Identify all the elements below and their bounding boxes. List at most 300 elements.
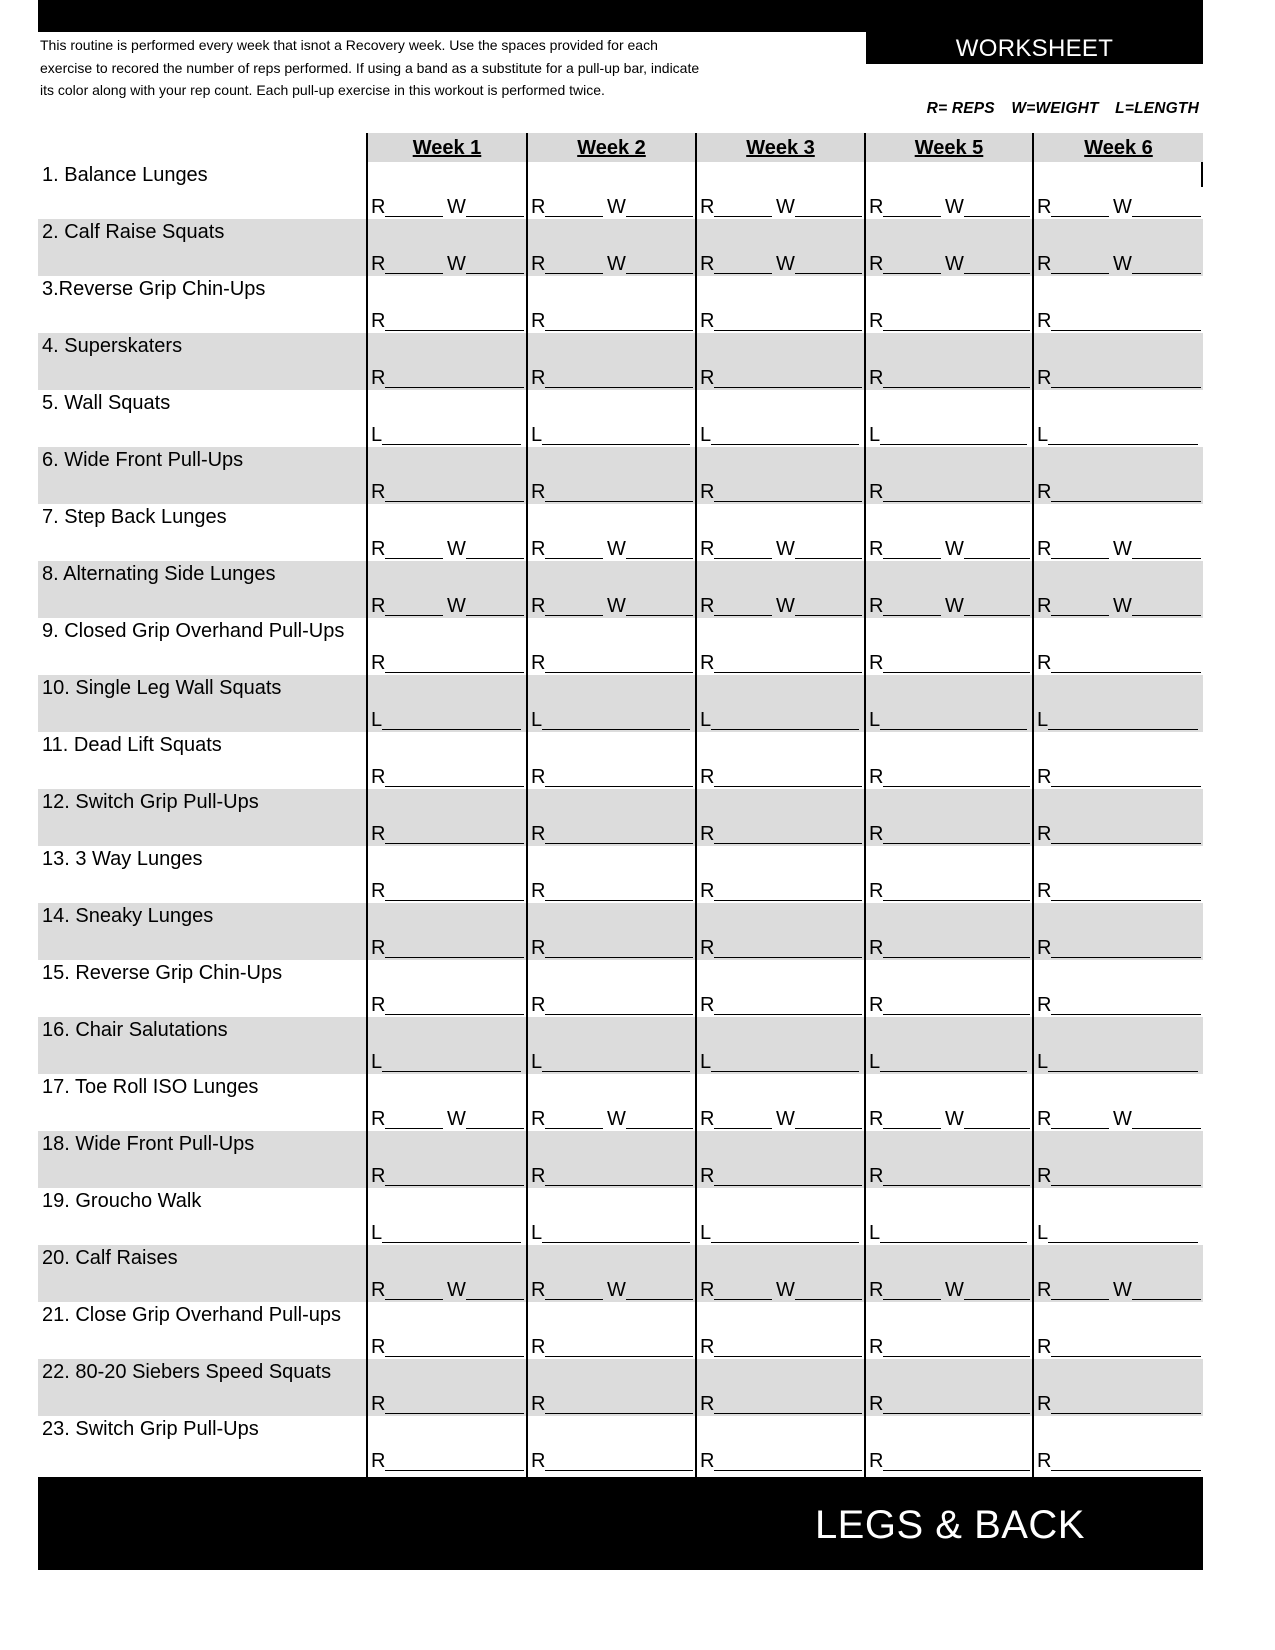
reps-blank[interactable] xyxy=(883,1470,1030,1471)
length-blank[interactable] xyxy=(542,444,690,445)
entry-cell[interactable] xyxy=(869,1131,1030,1188)
reps-blank[interactable] xyxy=(714,216,772,217)
reps-label: R xyxy=(869,1108,884,1130)
reps-blank[interactable] xyxy=(714,1185,862,1186)
entry-cell[interactable] xyxy=(869,1188,1030,1245)
entry-cell[interactable] xyxy=(531,447,693,504)
weight-blank[interactable] xyxy=(466,615,524,616)
reps-blank[interactable] xyxy=(385,1014,524,1015)
reps-blank[interactable] xyxy=(714,1014,862,1015)
length-label: L xyxy=(371,1222,383,1244)
entry-cell[interactable] xyxy=(1037,789,1201,846)
reps-label: R xyxy=(1037,766,1052,788)
length-blank[interactable] xyxy=(542,729,690,730)
weight-blank[interactable] xyxy=(1132,216,1201,217)
entry-cell[interactable] xyxy=(1037,1416,1201,1473)
entry-cell[interactable] xyxy=(869,504,1030,561)
entry-cell[interactable] xyxy=(700,1017,862,1074)
entry-cell[interactable] xyxy=(700,618,862,675)
reps-blank[interactable] xyxy=(545,900,693,901)
reps-blank[interactable] xyxy=(385,501,524,502)
entry-cell[interactable] xyxy=(700,903,862,960)
weight-blank[interactable] xyxy=(626,558,693,559)
reps-blank[interactable] xyxy=(883,1014,1030,1015)
reps-blank[interactable] xyxy=(883,1185,1030,1186)
entry-cell[interactable] xyxy=(700,1302,862,1359)
entry-cell[interactable] xyxy=(531,789,693,846)
reps-blank[interactable] xyxy=(883,273,941,274)
entry-cell[interactable] xyxy=(1037,504,1201,561)
reps-blank[interactable] xyxy=(714,1413,862,1414)
reps-blank[interactable] xyxy=(714,786,862,787)
entry-cell[interactable] xyxy=(531,960,693,1017)
reps-blank[interactable] xyxy=(385,273,443,274)
length-blank[interactable] xyxy=(1048,1071,1198,1072)
entry-cell[interactable] xyxy=(869,1017,1030,1074)
entry-cell[interactable] xyxy=(371,1359,524,1416)
reps-blank[interactable] xyxy=(714,1128,772,1129)
length-blank[interactable] xyxy=(382,1071,521,1072)
entry-cell[interactable] xyxy=(869,789,1030,846)
entry-cell[interactable] xyxy=(700,846,862,903)
length-label: L xyxy=(869,424,881,446)
reps-blank[interactable] xyxy=(883,615,941,616)
entry-cell[interactable] xyxy=(531,903,693,960)
reps-blank[interactable] xyxy=(714,387,862,388)
entry-cell[interactable] xyxy=(869,846,1030,903)
reps-blank[interactable] xyxy=(545,1299,603,1300)
entry-cell[interactable] xyxy=(700,276,862,333)
weight-blank[interactable] xyxy=(466,1299,524,1300)
reps-blank[interactable] xyxy=(714,330,862,331)
entry-cell[interactable] xyxy=(371,1245,524,1302)
reps-blank[interactable] xyxy=(883,558,941,559)
reps-label: R xyxy=(531,652,546,674)
entry-cell[interactable] xyxy=(869,447,1030,504)
reps-label: R xyxy=(1037,823,1052,845)
exercise-name: 16. Chair Salutations xyxy=(42,1019,228,1041)
exercise-name: 14. Sneaky Lunges xyxy=(42,905,214,927)
length-label: L xyxy=(869,1222,881,1244)
reps-blank[interactable] xyxy=(385,843,524,844)
weight-blank[interactable] xyxy=(626,1128,693,1129)
reps-blank[interactable] xyxy=(714,672,862,673)
entry-cell[interactable] xyxy=(700,561,862,618)
reps-blank[interactable] xyxy=(1051,273,1109,274)
entry-cell[interactable] xyxy=(700,1359,862,1416)
weight-blank[interactable] xyxy=(964,615,1030,616)
reps-blank[interactable] xyxy=(1051,1470,1201,1471)
reps-label: R xyxy=(1037,994,1052,1016)
reps-blank[interactable] xyxy=(1051,786,1201,787)
top-black-bar xyxy=(38,0,1203,32)
entry-cell[interactable] xyxy=(531,732,693,789)
reps-blank[interactable] xyxy=(385,672,524,673)
entry-cell[interactable] xyxy=(869,1074,1030,1131)
length-blank[interactable] xyxy=(711,1071,859,1072)
entry-cell[interactable] xyxy=(700,162,862,219)
entry-cell[interactable] xyxy=(371,732,524,789)
entry-cell[interactable] xyxy=(700,960,862,1017)
reps-blank[interactable] xyxy=(1051,1128,1109,1129)
reps-blank[interactable] xyxy=(385,387,524,388)
length-blank[interactable] xyxy=(711,444,859,445)
entry-cell[interactable] xyxy=(700,1245,862,1302)
reps-blank[interactable] xyxy=(385,1470,524,1471)
entry-cell[interactable] xyxy=(1037,618,1201,675)
length-blank[interactable] xyxy=(711,729,859,730)
reps-blank[interactable] xyxy=(883,1299,941,1300)
reps-blank[interactable] xyxy=(385,786,524,787)
exercise-name: 7. Step Back Lunges xyxy=(42,506,227,528)
reps-blank[interactable] xyxy=(385,558,443,559)
table-row xyxy=(38,1416,1203,1473)
entry-cell[interactable] xyxy=(1037,276,1201,333)
reps-blank[interactable] xyxy=(385,615,443,616)
reps-blank[interactable] xyxy=(385,216,443,217)
reps-blank[interactable] xyxy=(714,558,772,559)
reps-blank[interactable] xyxy=(1051,900,1201,901)
entry-cell[interactable] xyxy=(1037,675,1201,732)
entry-cell[interactable] xyxy=(371,618,524,675)
entry-cell[interactable] xyxy=(869,732,1030,789)
entry-cell[interactable] xyxy=(1037,1359,1201,1416)
entry-cell[interactable] xyxy=(869,618,1030,675)
entry-cell[interactable] xyxy=(371,162,524,219)
reps-blank[interactable] xyxy=(883,900,1030,901)
reps-blank[interactable] xyxy=(714,957,862,958)
weight-blank[interactable] xyxy=(626,615,693,616)
entry-cell[interactable] xyxy=(869,333,1030,390)
length-blank[interactable] xyxy=(880,444,1027,445)
entry-cell[interactable] xyxy=(869,1416,1030,1473)
entry-cell[interactable] xyxy=(1037,846,1201,903)
weight-blank[interactable] xyxy=(795,273,862,274)
entry-cell[interactable] xyxy=(531,1302,693,1359)
weight-blank[interactable] xyxy=(1132,615,1201,616)
entry-cell[interactable] xyxy=(700,789,862,846)
entry-cell[interactable] xyxy=(1037,1245,1201,1302)
weight-blank[interactable] xyxy=(466,558,524,559)
length-blank[interactable] xyxy=(382,1242,521,1243)
reps-blank[interactable] xyxy=(385,1128,443,1129)
entry-cell[interactable] xyxy=(531,333,693,390)
entry-cell[interactable] xyxy=(1037,447,1201,504)
entry-cell[interactable] xyxy=(700,675,862,732)
entry-cell[interactable] xyxy=(531,846,693,903)
reps-blank[interactable] xyxy=(545,387,693,388)
length-blank[interactable] xyxy=(1048,444,1198,445)
weight-blank[interactable] xyxy=(964,1128,1030,1129)
entry-cell[interactable] xyxy=(1037,390,1201,447)
weight-blank[interactable] xyxy=(795,216,862,217)
reps-blank[interactable] xyxy=(714,615,772,616)
entry-cell[interactable] xyxy=(371,504,524,561)
reps-blank[interactable] xyxy=(545,615,603,616)
reps-label: R xyxy=(700,994,715,1016)
reps-blank[interactable] xyxy=(883,330,1030,331)
entry-cell[interactable] xyxy=(1037,1188,1201,1245)
entry-cell[interactable] xyxy=(371,675,524,732)
entry-cell[interactable] xyxy=(1037,333,1201,390)
weight-blank[interactable] xyxy=(466,273,524,274)
reps-blank[interactable] xyxy=(883,1413,1030,1414)
reps-blank[interactable] xyxy=(545,786,693,787)
reps-blank[interactable] xyxy=(1051,615,1109,616)
entry-cell[interactable] xyxy=(531,1188,693,1245)
entry-cell[interactable] xyxy=(531,675,693,732)
length-blank[interactable] xyxy=(1048,729,1198,730)
reps-label: R xyxy=(700,937,715,959)
reps-label: R xyxy=(1037,1450,1052,1472)
reps-label: R xyxy=(371,310,386,332)
entry-cell[interactable] xyxy=(371,219,524,276)
reps-blank[interactable] xyxy=(1051,1299,1109,1300)
reps-blank[interactable] xyxy=(545,1185,693,1186)
entry-cell[interactable] xyxy=(531,276,693,333)
reps-blank[interactable] xyxy=(1051,957,1201,958)
entry-cell[interactable] xyxy=(371,561,524,618)
reps-blank[interactable] xyxy=(1051,672,1201,673)
reps-blank[interactable] xyxy=(1051,216,1109,217)
entry-cell[interactable] xyxy=(869,960,1030,1017)
entry-cell[interactable] xyxy=(869,561,1030,618)
entry-cell[interactable] xyxy=(531,162,693,219)
reps-blank[interactable] xyxy=(883,387,1030,388)
reps-blank[interactable] xyxy=(385,1299,443,1300)
entry-cell[interactable] xyxy=(869,276,1030,333)
entry-cell[interactable] xyxy=(531,390,693,447)
entry-cell[interactable] xyxy=(531,561,693,618)
entry-cell[interactable] xyxy=(1037,1302,1201,1359)
entry-cell[interactable] xyxy=(531,1074,693,1131)
reps-blank[interactable] xyxy=(883,843,1030,844)
legend-length: L=LENGTH xyxy=(1115,100,1199,117)
entry-cell[interactable] xyxy=(700,732,862,789)
reps-blank[interactable] xyxy=(714,1299,772,1300)
length-blank[interactable] xyxy=(1048,1242,1198,1243)
entry-cell[interactable] xyxy=(531,1017,693,1074)
reps-blank[interactable] xyxy=(883,216,941,217)
length-blank[interactable] xyxy=(880,729,1027,730)
reps-label: R xyxy=(531,367,546,389)
weight-blank[interactable] xyxy=(795,615,862,616)
reps-label: R xyxy=(531,481,546,503)
weight-blank[interactable] xyxy=(795,558,862,559)
reps-blank[interactable] xyxy=(1051,1014,1201,1015)
length-blank[interactable] xyxy=(542,1242,690,1243)
entry-cell[interactable] xyxy=(869,390,1030,447)
reps-blank[interactable] xyxy=(714,273,772,274)
entry-cell[interactable] xyxy=(371,1017,524,1074)
entry-cell[interactable] xyxy=(700,390,862,447)
table-row xyxy=(38,1131,1203,1188)
entry-cell[interactable] xyxy=(531,1131,693,1188)
entry-cell[interactable] xyxy=(700,504,862,561)
weight-label: W xyxy=(607,253,626,275)
legend-reps: R= REPS xyxy=(926,100,995,117)
entry-cell[interactable] xyxy=(869,1359,1030,1416)
reps-blank[interactable] xyxy=(545,1128,603,1129)
entry-cell[interactable] xyxy=(1037,732,1201,789)
reps-label: R xyxy=(869,538,884,560)
reps-blank[interactable] xyxy=(545,843,693,844)
exercise-name: 8. Alternating Side Lunges xyxy=(42,563,276,585)
entry-cell[interactable] xyxy=(371,447,524,504)
entry-cell[interactable] xyxy=(700,219,862,276)
entry-cell[interactable] xyxy=(371,333,524,390)
entry-cell[interactable] xyxy=(531,1245,693,1302)
reps-blank[interactable] xyxy=(883,501,1030,502)
reps-blank[interactable] xyxy=(545,1470,693,1471)
reps-blank[interactable] xyxy=(883,786,1030,787)
week-header-1: Week 1 xyxy=(412,137,482,159)
entry-cell[interactable] xyxy=(700,1074,862,1131)
weight-blank[interactable] xyxy=(795,1299,862,1300)
reps-blank[interactable] xyxy=(545,1014,693,1015)
weight-label: W xyxy=(776,538,795,560)
reps-blank[interactable] xyxy=(1051,843,1201,844)
weight-label: W xyxy=(945,538,964,560)
entry-cell[interactable] xyxy=(371,1302,524,1359)
length-blank[interactable] xyxy=(382,444,521,445)
weight-blank[interactable] xyxy=(626,273,693,274)
entry-cell[interactable] xyxy=(869,903,1030,960)
exercise-name: 11. Dead Lift Squats xyxy=(42,734,222,756)
entry-cell[interactable] xyxy=(531,1359,693,1416)
weight-blank[interactable] xyxy=(466,1128,524,1129)
entry-cell[interactable] xyxy=(371,1416,524,1473)
weight-blank[interactable] xyxy=(626,1299,693,1300)
entry-cell[interactable] xyxy=(1037,1017,1201,1074)
reps-blank[interactable] xyxy=(714,843,862,844)
weight-blank[interactable] xyxy=(1132,1128,1201,1129)
reps-blank[interactable] xyxy=(714,1356,862,1357)
entry-cell[interactable] xyxy=(869,1245,1030,1302)
entry-cell[interactable] xyxy=(371,1188,524,1245)
length-label: L xyxy=(1037,1222,1049,1244)
weight-blank[interactable] xyxy=(1132,273,1201,274)
weight-blank[interactable] xyxy=(1132,558,1201,559)
entry-cell[interactable] xyxy=(1037,1131,1201,1188)
entry-cell[interactable] xyxy=(1037,1074,1201,1131)
reps-blank[interactable] xyxy=(545,273,603,274)
reps-label: R xyxy=(1037,652,1052,674)
entry-cell[interactable] xyxy=(869,219,1030,276)
reps-blank[interactable] xyxy=(714,900,862,901)
exercise-name: 2. Calf Raise Squats xyxy=(42,221,225,243)
weight-blank[interactable] xyxy=(1132,1299,1201,1300)
reps-blank[interactable] xyxy=(1051,330,1201,331)
length-blank[interactable] xyxy=(542,1071,690,1072)
length-label: L xyxy=(371,424,383,446)
entry-cell[interactable] xyxy=(1037,903,1201,960)
entry-cell[interactable] xyxy=(371,903,524,960)
weight-blank[interactable] xyxy=(626,216,693,217)
weight-blank[interactable] xyxy=(466,216,524,217)
reps-blank[interactable] xyxy=(545,216,603,217)
reps-blank[interactable] xyxy=(1051,387,1201,388)
entry-cell[interactable] xyxy=(531,1416,693,1473)
length-blank[interactable] xyxy=(880,1071,1027,1072)
entry-cell[interactable] xyxy=(1037,960,1201,1017)
reps-blank[interactable] xyxy=(545,957,693,958)
weight-blank[interactable] xyxy=(964,273,1030,274)
reps-blank[interactable] xyxy=(714,501,862,502)
reps-blank[interactable] xyxy=(545,330,693,331)
weight-label: W xyxy=(776,196,795,218)
entry-cell[interactable] xyxy=(531,504,693,561)
reps-blank[interactable] xyxy=(1051,1356,1201,1357)
reps-blank[interactable] xyxy=(1051,1413,1201,1414)
entry-cell[interactable] xyxy=(371,390,524,447)
reps-blank[interactable] xyxy=(883,1356,1030,1357)
weight-blank[interactable] xyxy=(964,1299,1030,1300)
entry-cell[interactable] xyxy=(1037,561,1201,618)
reps-blank[interactable] xyxy=(545,672,693,673)
entry-cell[interactable] xyxy=(531,618,693,675)
entry-cell[interactable] xyxy=(1037,162,1201,219)
entry-cell[interactable] xyxy=(869,1302,1030,1359)
entry-cell[interactable] xyxy=(531,219,693,276)
reps-blank[interactable] xyxy=(385,1185,524,1186)
entry-cell[interactable] xyxy=(371,960,524,1017)
reps-blank[interactable] xyxy=(385,957,524,958)
reps-blank[interactable] xyxy=(385,330,524,331)
reps-blank[interactable] xyxy=(1051,1185,1201,1186)
reps-blank[interactable] xyxy=(545,1413,693,1414)
reps-label: R xyxy=(371,481,386,503)
weight-blank[interactable] xyxy=(964,216,1030,217)
reps-blank[interactable] xyxy=(545,1356,693,1357)
reps-label: R xyxy=(1037,1393,1052,1415)
reps-blank[interactable] xyxy=(385,1356,524,1357)
entry-cell[interactable] xyxy=(700,333,862,390)
exercise-name: 9. Closed Grip Overhand Pull-Ups xyxy=(42,620,345,642)
reps-blank[interactable] xyxy=(883,1128,941,1129)
reps-blank[interactable] xyxy=(385,1413,524,1414)
reps-blank[interactable] xyxy=(1051,501,1201,502)
reps-blank[interactable] xyxy=(883,957,1030,958)
weight-blank[interactable] xyxy=(964,558,1030,559)
reps-blank[interactable] xyxy=(714,1470,862,1471)
length-blank[interactable] xyxy=(382,729,521,730)
entry-cell[interactable] xyxy=(700,1416,862,1473)
weight-label: W xyxy=(447,1279,466,1301)
reps-blank[interactable] xyxy=(883,672,1030,673)
entry-cell[interactable] xyxy=(371,1074,524,1131)
entry-cell[interactable] xyxy=(700,1131,862,1188)
length-blank[interactable] xyxy=(880,1242,1027,1243)
reps-label: R xyxy=(869,994,884,1016)
table-row xyxy=(38,846,1203,903)
reps-blank[interactable] xyxy=(545,558,603,559)
length-blank[interactable] xyxy=(711,1242,859,1243)
reps-blank[interactable] xyxy=(545,501,693,502)
entry-cell[interactable] xyxy=(869,162,1030,219)
entry-cell[interactable] xyxy=(371,789,524,846)
entry-cell[interactable] xyxy=(1037,219,1201,276)
entry-cell[interactable] xyxy=(700,1188,862,1245)
entry-cell[interactable] xyxy=(371,276,524,333)
entry-cell[interactable] xyxy=(371,1131,524,1188)
entry-cell[interactable] xyxy=(869,675,1030,732)
entry-cell[interactable] xyxy=(371,846,524,903)
reps-blank[interactable] xyxy=(385,900,524,901)
entry-cell[interactable] xyxy=(700,447,862,504)
reps-blank[interactable] xyxy=(1051,558,1109,559)
weight-blank[interactable] xyxy=(795,1128,862,1129)
